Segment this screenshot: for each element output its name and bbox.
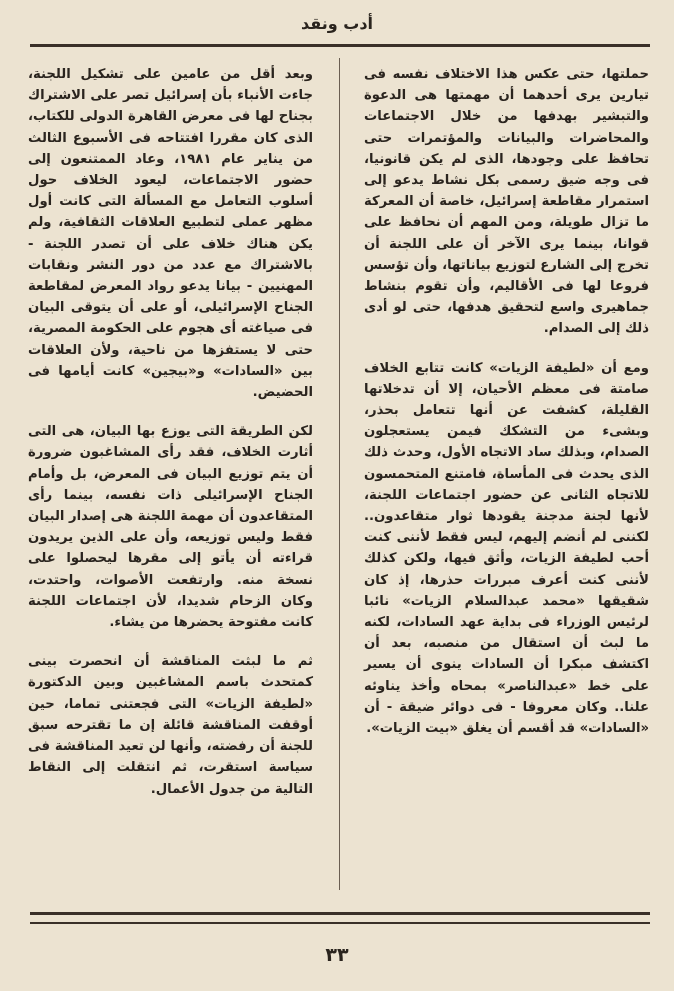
paragraph: لكن الطريقة التى يوزع بها البيان، هى التى أثارت الخلاف، فقد رأى المشاغبون ضرورة أن يتم توزيع البيان فى المعرض، بل وأمام الجناح الإسرائيلى ذات نفسه، بينما رأى المتقاعدون أن مهمة اللجنة هى إصدار البيان فقط وليس توزيعه، وأن على الذين يريدون قراءته أن يأتو إلى مقرها ليحصلوا على نسخة منه. وارتفعت الأصوات، واحتدت، وكان الزحام شديدا، لأن اجتماعات اللجنة كانت مفتوحة يحضرها من يشاء. [28, 424, 313, 631]
header-rule [30, 44, 650, 47]
column-divider [339, 58, 340, 890]
article-column-left [28, 64, 313, 800]
paragraph: ومع أن «لطيفة الزيات» كانت تتابع الخلاف صامتة فى معظم الأحيان، إلا أن تدخلاتها القليلة، كشفت عن أنها تتعامل بحذر، وبشىء من التشكك فيمن يستعجلون الصدام، وبذلك ساد الاتجاه الأول، وحدث ذلك الذى يحدث فى المأساة، فامتنع المتحمسون للاتجاه الثانى عن حضور اجتماعات اللجنة، لأنها لجنة مدجنة يقودها ثوار متقاعدون.. لكننى لم أنضم إليهم، ليس فقط لأننى كنت أحب لطيفة الزيات، وأثق فيها، ولكن كذلك لأننى كنت أعرف مبررات حذرها، إذ كان شقيقها «محمد عبدالسلام الزيات» نائبا لرئيس الوزراء فى بداية عهد السادات، لكنه ما لبث أن استقال من منصبه، بعد أن اكتشف مبكرا أن السادات ينوى أن يسير على خط «عبدالناصر» بمحاه وأخذ يناوئه علنا.. وكان معروفا - فى دوائر ضيقة - أن «السادات» قد أقسم أن يغلق «بيت الزيات». [364, 360, 649, 737]
paragraph: حملتها، حتى عكس هذا الاختلاف نفسه فى تيارين يرى أحدهما أن مهمتها هى الدعوة والتبشير بهدفها من خلال الاجتماعات والمحاضرات والبيانات والمؤتمرات حتى تحافظ على وجودها، الذى لم يكن قانونيا، فى وجه ضيق رسمى بكل نشاط يدعو إلى استمرار مقاطعة إسرائيل، خاصة أن المعركة ما تزال طويلة، ومن المهم أن نحافظ على قوانا، بينما يرى الآخر أن على اللجنة أن تخرج إلى الشارع لتوزيع بياناتها، وأن تؤسس فروعا لها فى الأقاليم، وأن تقوم بنشاط جماهيرى واسع لتحقيق هدفها، حتى لو أدى ذلك إلى الصدام. [364, 67, 649, 337]
paragraph: وبعد أقل من عامين على تشكيل اللجنة، جاءت الأنباء بأن إسرائيل تصر على الاشتراك بجناح لها فى معرض القاهرة الدولى للكتاب، الذى كان مقررا افتتاحه فى الأسبوع الثالث من يناير عام ١٩٨١، وعاد الممتنعون إلى حضور الاجتماعات، ليعود الخلاف حول أسلوب التعامل مع المسألة التى كانت أول مظهر عملى لتطبيع العلاقات الثقافية، ولم يكن هناك خلاف على أن تصدر اللجنة - بالاشتراك مع عدد من دور النشر ونقابات المهنيين - بيانا يدعو رواد المعرض لمقاطعة الجناح الإسرائيلى، أو على أن يتوقى البيان فى صياغته أى هجوم على الحكومة المصرية، حتى لا يستفزها من ناحية، ولأن العلاقات بين «السادات» و«بيجين» كانت أيامها فى الحضيض. [28, 67, 313, 401]
section-title: أدب ونقد [300, 14, 374, 33]
paragraph: ثم ما لبثت المناقشة أن انحصرت بينى كمتحدث باسم المشاغبين وبين الدكتورة «لطيفة الزيات» التى فجعتنى تماما، حين أوقفت المناقشة قائلة إن ما تقترحه سبق للجنة أن رفضته، وأنها لن تعيد المناقشة فى سياسة استقرت، ثم انتقلت إلى النقاط التالية من جدول الأعمال. [28, 654, 313, 797]
footer-rule [30, 912, 650, 915]
page-number: ٣٣ [325, 944, 349, 966]
footer-rule-thin [30, 922, 650, 924]
article-column-right [364, 64, 649, 739]
